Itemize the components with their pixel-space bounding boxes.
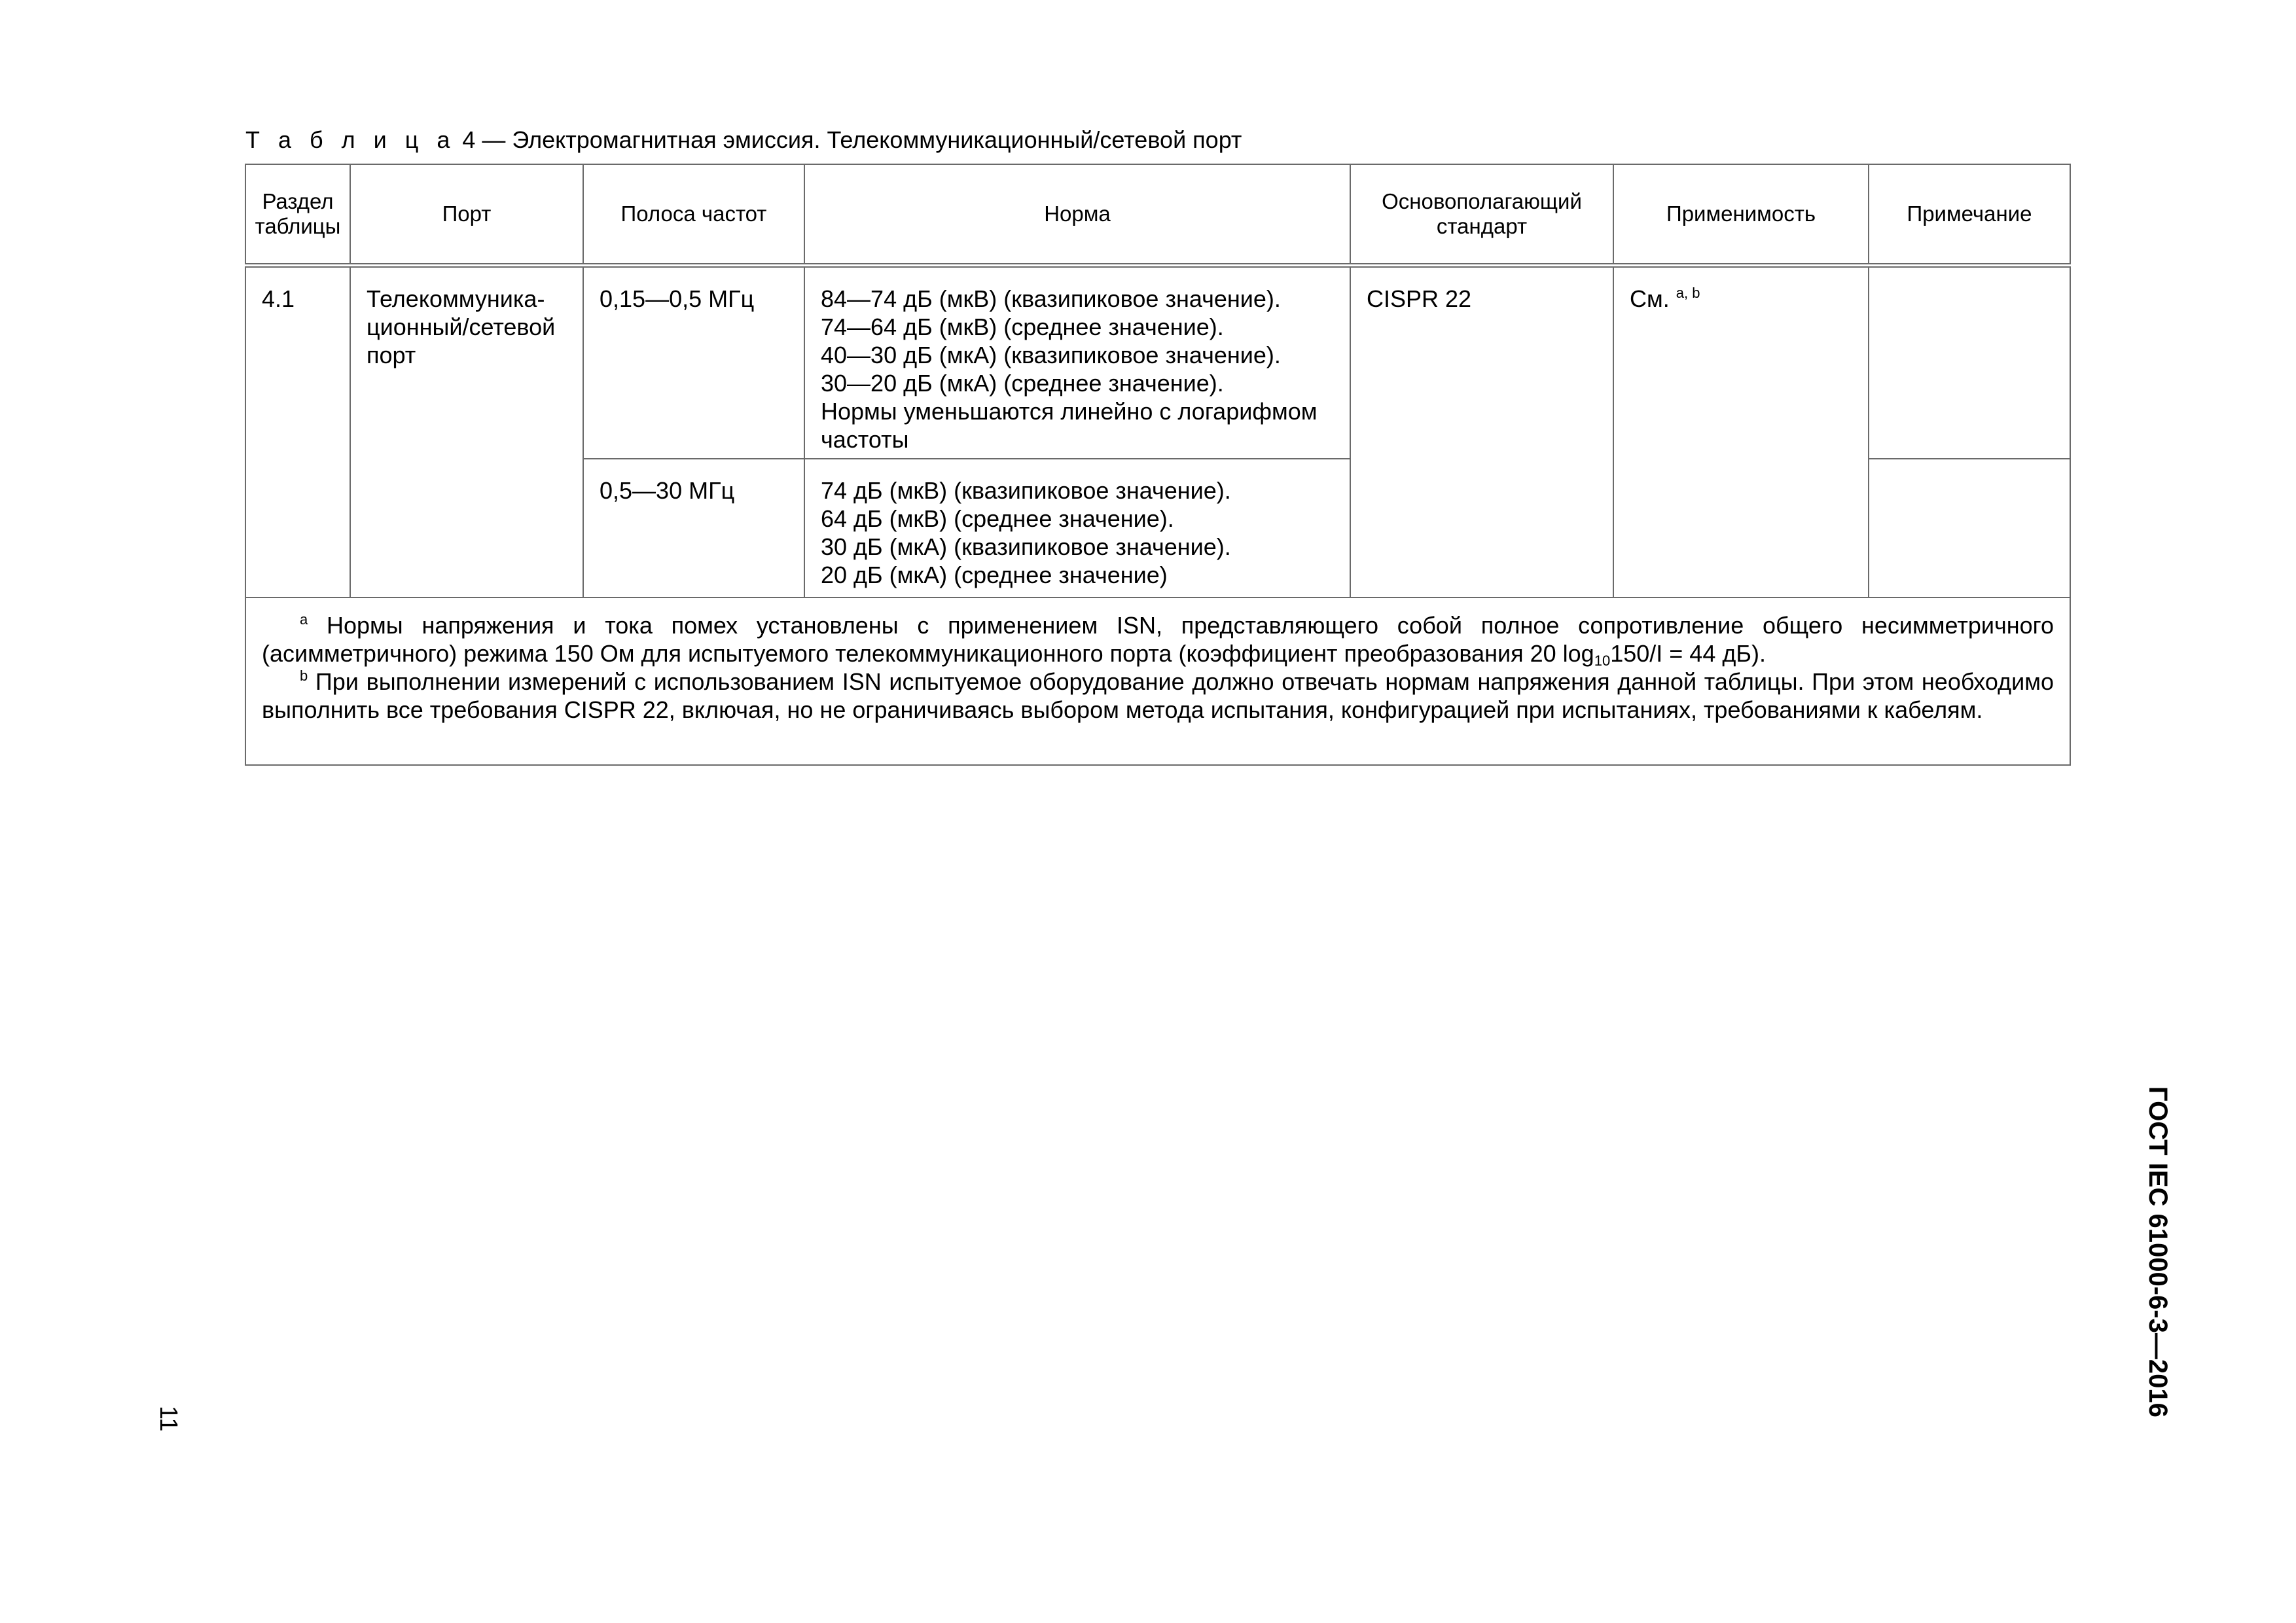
- header-standard: Основополагающий стандарт: [1350, 164, 1613, 265]
- footnote-b-mark: b: [300, 668, 308, 684]
- norm-line: 20 дБ (мкА) (среднее значение): [821, 562, 1168, 588]
- norm-line: 74 дБ (мкВ) (квазипиковое значение).: [821, 477, 1231, 504]
- applicability-value: [1614, 268, 1868, 313]
- footnote-a-text-1: Нормы напряжения и тока помех установлены с применением ISN, представляющего собой полное сопротивление общего несимметричного (асимметричного) режима 150 Ом для испытуемого телекоммуникационного порта (коэффициент преобразования 20 log: [262, 612, 2054, 667]
- footnote-a: [262, 611, 2054, 668]
- emission-table: [245, 164, 2071, 766]
- caption-text: 4 — Электромагнитная эмиссия. Телекоммуникационный/сетевой порт: [456, 126, 1242, 153]
- norm-line: 40—30 дБ (мкА) (квазипиковое значение).: [821, 341, 1281, 368]
- standard-value: CISPR 22: [1367, 285, 1472, 312]
- cell-section: [245, 265, 350, 597]
- band-value-2: 0,5—30 МГц: [600, 477, 735, 504]
- header-norm: Норма: [804, 164, 1350, 265]
- applicability-text: См.: [1630, 285, 1670, 312]
- header-section: Раздел таблицы: [245, 164, 350, 265]
- table-caption: [245, 126, 1242, 154]
- cell-applicability: [1613, 265, 1869, 597]
- cell-band-2: [583, 459, 804, 597]
- header-applicability: Применимость: [1613, 164, 1869, 265]
- footnote-a-text-2: 150/I = 44 дБ).: [1610, 640, 1766, 667]
- applicability-refs: a, b: [1676, 284, 1700, 301]
- cell-band-1: [583, 265, 804, 459]
- band-value-1: 0,15—0,5 МГц: [600, 285, 755, 312]
- norm-line: 84—74 дБ (мкВ) (квазипиковое значение).: [821, 285, 1281, 312]
- norm-line: 30 дБ (мкА) (квазипиковое значение).: [821, 533, 1231, 560]
- cell-note-1: [1869, 265, 2070, 459]
- cell-norm-1: [804, 265, 1350, 459]
- norm-line: 30—20 дБ (мкА) (среднее значение).: [821, 369, 1224, 397]
- footnote-b: [262, 668, 2054, 724]
- norm-line: 74—64 дБ (мкВ) (среднее значение).: [821, 313, 1224, 340]
- cell-norm-2: [804, 459, 1350, 597]
- header-note: Примечание: [1869, 164, 2070, 265]
- norm-line: Нормы уменьшаются линейно с логарифмом: [821, 397, 1318, 425]
- section-value: 4.1: [262, 285, 295, 312]
- document-code: ГОСТ IEC 61000-6-3—2016: [2144, 1086, 2172, 1418]
- header-band: Полоса частот: [583, 164, 804, 265]
- header-port: Порт: [350, 164, 583, 265]
- footnote-b-text: При выполнении измерений с использованием ISN испытуемое оборудование должно отвечать нормам напряжения данной таблицы. При этом необходимо выполнить все требования CISPR 22, включая, но не ограничиваясь выбором метода испытания, конфигурацией при испытаниях, требованиями к кабелям.: [262, 668, 2054, 723]
- table-header-row: [245, 164, 2070, 265]
- table-footnotes-row: [245, 597, 2070, 765]
- caption-prefix: Т а б л и ц а: [245, 126, 456, 153]
- footnote-a-mark: a: [300, 611, 308, 628]
- port-value: Телекоммуника-ционный/сетевой порт: [367, 285, 556, 368]
- table-row: [245, 265, 2070, 459]
- norm-line: частоты: [821, 425, 909, 453]
- cell-footnotes: [245, 597, 2070, 765]
- cell-port: [350, 265, 583, 597]
- footnote-a-subscript: 10: [1594, 652, 1611, 669]
- cell-note-2: [1869, 459, 2070, 597]
- cell-standard: [1350, 265, 1613, 597]
- page-number: 11: [154, 1406, 182, 1432]
- norm-line: 64 дБ (мкВ) (среднее значение).: [821, 505, 1174, 532]
